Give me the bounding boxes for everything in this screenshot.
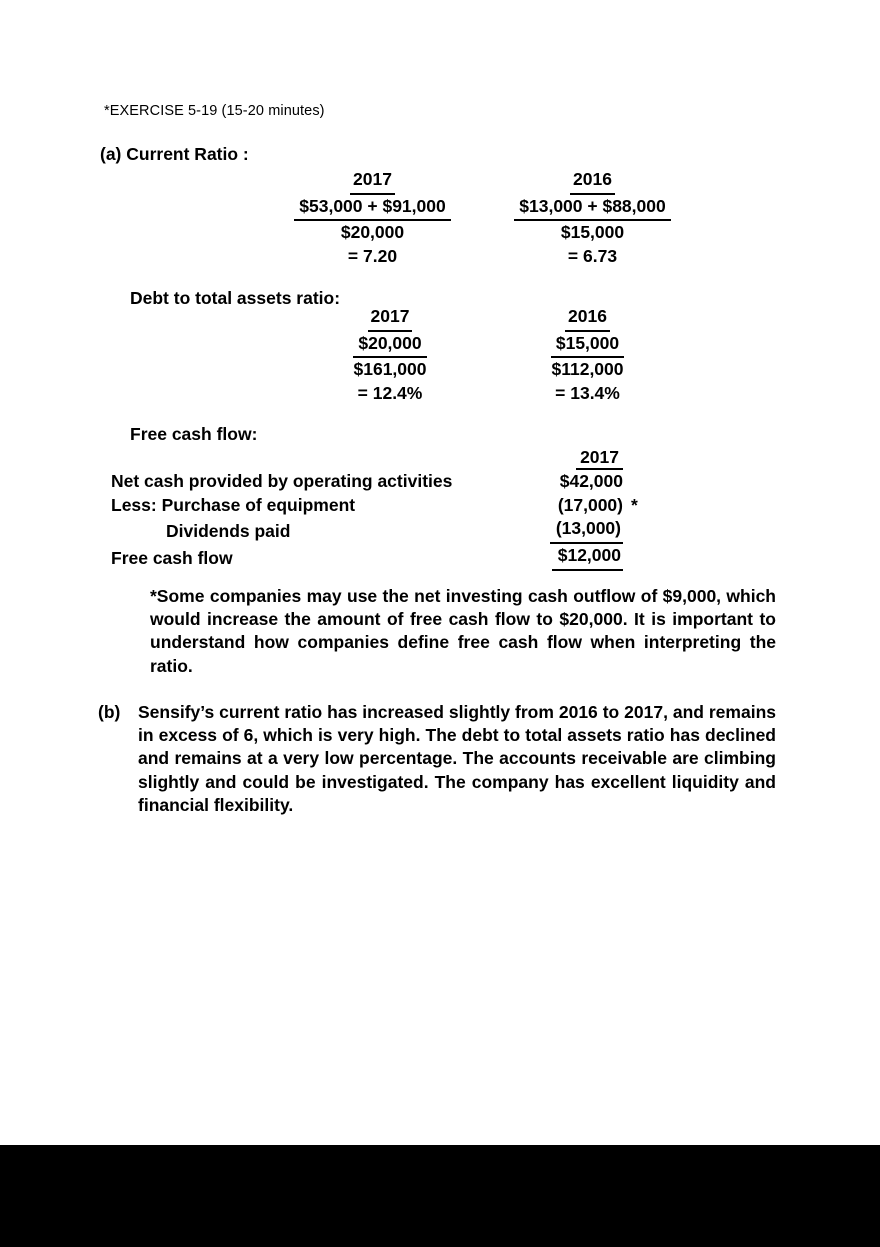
year-column-header bbox=[501, 446, 623, 470]
free-cash-flow-table bbox=[111, 446, 671, 571]
current-ratio-computation bbox=[265, 168, 705, 268]
result: = 12.4% bbox=[357, 382, 423, 403]
year-label: 2017 bbox=[368, 305, 413, 332]
debt-ratio-column-2017 bbox=[300, 305, 480, 405]
total-label: Free cash flow bbox=[111, 548, 233, 569]
result: = 7.20 bbox=[347, 245, 398, 266]
numerator: $20,000 bbox=[353, 332, 426, 359]
table-row bbox=[111, 494, 671, 518]
denominator: $161,000 bbox=[353, 359, 427, 379]
row-amount: $42,000 bbox=[559, 470, 623, 491]
bottom-black-bar bbox=[0, 1145, 880, 1247]
free-cash-flow-heading: Free cash flow: bbox=[130, 424, 258, 444]
table-row bbox=[111, 470, 671, 494]
row-label: Dividends paid bbox=[166, 521, 291, 542]
debt-ratio-computation bbox=[300, 305, 695, 405]
current-ratio-column-2017 bbox=[265, 168, 480, 268]
spacer-cell bbox=[111, 446, 501, 470]
row-label: Net cash provided by operating activities bbox=[111, 470, 453, 491]
year-label: 2016 bbox=[565, 305, 610, 332]
total-amount: $12,000 bbox=[552, 544, 623, 571]
numerator: $53,000 + $91,000 bbox=[294, 195, 450, 222]
row-amount-cell bbox=[501, 517, 623, 544]
table-row-total bbox=[111, 544, 671, 571]
row-note bbox=[623, 517, 671, 544]
current-ratio-column-2016 bbox=[480, 168, 705, 268]
table-header-row bbox=[111, 446, 671, 470]
result: = 6.73 bbox=[567, 245, 618, 266]
row-label: Less: Purchase of equipment bbox=[111, 494, 356, 515]
part-b-text: Sensify’s current ratio has increased slightly from 2016 to 2017, and remains in excess of 6, which is very high. The debt to total assets ratio has declined and remains at a very low percentage. The accounts receivable are climbing slightly and could be investigated. The company has excellent liquidity and financial flexibility. bbox=[138, 702, 776, 815]
footnote-paragraph: *Some companies may use the net investing cash outflow of $9,000, which would increase the amount of free cash flow to $20,000. It is important to understand how companies define free cash flow when interpreting the ratio. bbox=[150, 586, 776, 676]
debt-ratio-heading: Debt to total assets ratio: bbox=[130, 288, 341, 308]
numerator: $13,000 + $88,000 bbox=[514, 195, 670, 222]
result: = 13.4% bbox=[555, 382, 620, 403]
part-b-marker: (b) bbox=[98, 702, 121, 722]
part-b-answer bbox=[98, 701, 776, 817]
numerator: $15,000 bbox=[551, 332, 624, 359]
note-spacer-cell bbox=[623, 446, 671, 470]
exercise-header: *EXERCISE 5-19 (15-20 minutes) bbox=[104, 103, 325, 119]
denominator: $20,000 bbox=[340, 222, 405, 242]
year-label: 2016 bbox=[570, 168, 615, 195]
debt-ratio-column-2016 bbox=[480, 305, 695, 405]
part-a-heading: (a) Current Ratio : bbox=[100, 144, 249, 164]
total-amount-cell bbox=[501, 544, 623, 571]
row-note bbox=[623, 470, 671, 494]
row-note bbox=[623, 544, 671, 571]
row-amount: (17,000) bbox=[557, 494, 623, 515]
table-row bbox=[111, 517, 671, 544]
denominator: $112,000 bbox=[551, 359, 624, 379]
footnote-asterisk: * bbox=[631, 494, 638, 515]
denominator: $15,000 bbox=[560, 222, 625, 242]
row-amount: (13,000) bbox=[550, 517, 623, 544]
year-label: 2017 bbox=[576, 447, 623, 470]
year-label: 2017 bbox=[350, 168, 395, 195]
